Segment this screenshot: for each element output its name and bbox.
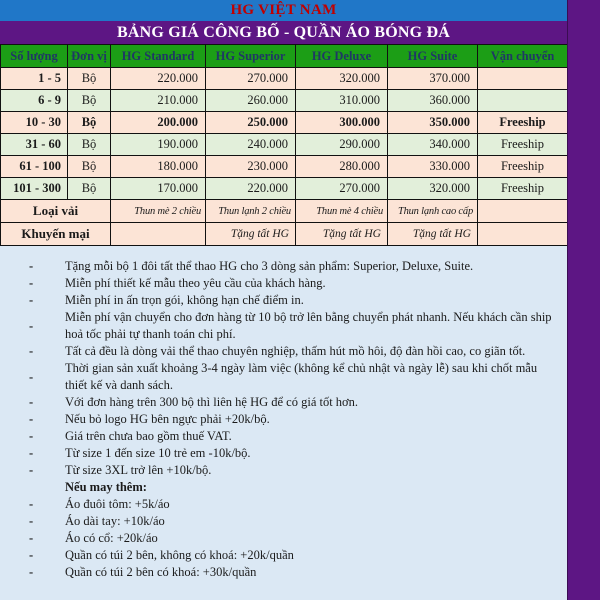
qty-cell: 61 - 100 bbox=[1, 156, 68, 178]
price-cell: 370.000 bbox=[388, 68, 478, 90]
note-item bbox=[0, 462, 567, 479]
note-text: Giá trên chưa bao gồm thuế VAT. bbox=[65, 429, 232, 443]
note-text: Từ size 3XL trở lên +10k/bộ. bbox=[65, 463, 212, 477]
header-hg-deluxe: HG Deluxe bbox=[296, 45, 388, 68]
bullet-dash: - bbox=[29, 344, 34, 358]
notes-subheading: Nếu may thêm: bbox=[65, 480, 147, 494]
price-cell: 250.000 bbox=[206, 112, 296, 134]
price-cell: 270.000 bbox=[206, 68, 296, 90]
price-cell: 320.000 bbox=[388, 178, 478, 200]
note-item bbox=[0, 428, 567, 445]
price-cell: 280.000 bbox=[296, 156, 388, 178]
header-unit: Đơn vị bbox=[68, 45, 111, 68]
bullet-dash: - bbox=[29, 395, 34, 409]
shipping-cell: Freeship bbox=[478, 134, 568, 156]
qty-cell: 1 - 5 bbox=[1, 68, 68, 90]
note-text: Nếu bỏ logo HG bên ngực phải +20k/bộ. bbox=[65, 412, 270, 426]
note-item bbox=[0, 292, 567, 309]
price-cell: 230.000 bbox=[206, 156, 296, 178]
note-text: Quần có túi 2 bên có khoá: +30k/quần bbox=[65, 565, 257, 579]
bullet-dash: - bbox=[29, 318, 34, 333]
fabric-cell: Thun lạnh cao cấp bbox=[388, 200, 478, 223]
note-item bbox=[0, 394, 567, 411]
note-text: Thời gian sản xuất khoảng 3-4 ngày làm việc (không kể chủ nhật và ngày lễ) sau khi chốt mẫu thiết kế và danh sách. bbox=[65, 361, 538, 392]
qty-cell: 6 - 9 bbox=[1, 90, 68, 112]
promo-cell: Tặng tất HG bbox=[388, 223, 478, 246]
right-border-strip bbox=[567, 0, 600, 600]
bullet-dash: - bbox=[29, 514, 34, 528]
bullet-dash: - bbox=[29, 531, 34, 545]
promo-cell: Tặng tất HG bbox=[206, 223, 296, 246]
header-qty: Số lượng bbox=[1, 45, 68, 68]
note-item bbox=[0, 564, 567, 581]
company-name: HG VIỆT NAM bbox=[230, 2, 337, 18]
price-cell: 360.000 bbox=[388, 90, 478, 112]
fabric-cell: Thun mè 2 chiều bbox=[111, 200, 206, 223]
note-text: Áo dài tay: +10k/áo bbox=[65, 514, 165, 528]
qty-cell: 101 - 300 bbox=[1, 178, 68, 200]
bullet-dash: - bbox=[29, 497, 34, 511]
note-text: Với đơn hàng trên 300 bộ thì liên hệ HG để có giá tốt hơn. bbox=[65, 395, 359, 409]
note-text: Miễn phí thiết kế mẫu theo yêu cầu của khách hàng. bbox=[65, 276, 326, 290]
note-item bbox=[0, 275, 567, 292]
fabric-label: Loại vải bbox=[1, 200, 111, 223]
title-bar bbox=[0, 21, 567, 44]
shipping-cell bbox=[478, 90, 568, 112]
header-hg-standard: HG Standard bbox=[111, 45, 206, 68]
bullet-dash: - bbox=[29, 565, 34, 579]
unit-cell: Bộ bbox=[68, 90, 111, 112]
bullet-dash: - bbox=[29, 446, 34, 460]
unit-cell: Bộ bbox=[68, 112, 111, 134]
bullet-dash: - bbox=[29, 293, 34, 307]
note-text: Tất cả đều là dòng vải thể thao chuyên nghiệp, thấm hút mồ hôi, độ đàn hồi cao, co giãn tốt. bbox=[65, 344, 526, 358]
price-cell: 180.000 bbox=[111, 156, 206, 178]
header-shipping: Vận chuyển bbox=[478, 45, 568, 68]
unit-cell: Bộ bbox=[68, 134, 111, 156]
price-cell: 350.000 bbox=[388, 112, 478, 134]
note-text: Tặng mỗi bộ 1 đôi tất thể thao HG cho 3 dòng sản phẩm: Superior, Deluxe, Suite. bbox=[65, 259, 474, 273]
note-item bbox=[0, 513, 567, 530]
unit-cell: Bộ bbox=[68, 68, 111, 90]
unit-cell: Bộ bbox=[68, 156, 111, 178]
price-cell: 200.000 bbox=[111, 112, 206, 134]
promo-label: Khuyến mại bbox=[1, 223, 111, 246]
note-text: Quần có túi 2 bên, không có khoá: +20k/quần bbox=[65, 548, 294, 562]
shipping-cell bbox=[478, 223, 568, 246]
price-cell: 270.000 bbox=[296, 178, 388, 200]
header-hg-suite: HG Suite bbox=[388, 45, 478, 68]
price-cell: 340.000 bbox=[388, 134, 478, 156]
note-text: Áo có cổ: +20k/áo bbox=[65, 531, 158, 545]
promo-cell bbox=[111, 223, 206, 246]
note-item bbox=[0, 496, 567, 513]
page-title: BẢNG GIÁ CÔNG BỐ - QUẦN ÁO BÓNG ĐÁ bbox=[116, 23, 451, 41]
price-cell: 320.000 bbox=[296, 68, 388, 90]
note-text: Miễn phí vận chuyển cho đơn hàng từ 10 bộ trở lên bằng chuyển phát nhanh. Nếu khách cần ship hoả tốc phải tự thanh toán chi phí. bbox=[65, 310, 552, 341]
price-cell: 240.000 bbox=[206, 134, 296, 156]
fabric-cell: Thun lạnh 2 chiều bbox=[206, 200, 296, 223]
table-row bbox=[1, 112, 568, 134]
price-cell: 220.000 bbox=[111, 68, 206, 90]
note-item bbox=[0, 445, 567, 462]
shipping-cell: Freeship bbox=[478, 156, 568, 178]
shipping-cell bbox=[478, 68, 568, 90]
price-cell: 290.000 bbox=[296, 134, 388, 156]
note-text: Miễn phí in ấn trọn gói, không hạn chế điểm in. bbox=[65, 293, 304, 307]
price-cell: 260.000 bbox=[206, 90, 296, 112]
price-cell: 170.000 bbox=[111, 178, 206, 200]
note-text: Từ size 1 đến size 10 trẻ em -10k/bộ. bbox=[65, 446, 251, 460]
note-item bbox=[0, 530, 567, 547]
fabric-row bbox=[1, 200, 568, 223]
table-row bbox=[1, 68, 568, 90]
price-cell: 330.000 bbox=[388, 156, 478, 178]
unit-cell: Bộ bbox=[68, 178, 111, 200]
note-item bbox=[0, 547, 567, 564]
company-bar bbox=[0, 0, 567, 21]
price-cell: 310.000 bbox=[296, 90, 388, 112]
price-table bbox=[0, 44, 568, 246]
price-cell: 300.000 bbox=[296, 112, 388, 134]
promo-cell: Tặng tất HG bbox=[296, 223, 388, 246]
price-cell: 210.000 bbox=[111, 90, 206, 112]
table-row bbox=[1, 178, 568, 200]
shipping-cell: Freeship bbox=[478, 178, 568, 200]
table-row bbox=[1, 134, 568, 156]
note-item bbox=[0, 360, 567, 394]
table-row bbox=[1, 90, 568, 112]
note-item bbox=[0, 258, 567, 275]
note-text: Áo đuôi tôm: +5k/áo bbox=[65, 497, 170, 511]
bullet-dash: - bbox=[29, 548, 34, 562]
promo-row bbox=[1, 223, 568, 246]
table-row bbox=[1, 156, 568, 178]
note-item bbox=[0, 343, 567, 360]
bullet-dash: - bbox=[29, 429, 34, 443]
price-cell: 220.000 bbox=[206, 178, 296, 200]
bullet-dash: - bbox=[29, 463, 34, 477]
bullet-dash: - bbox=[29, 276, 34, 290]
note-item bbox=[0, 309, 567, 343]
bullet-dash: - bbox=[29, 259, 34, 273]
shipping-cell bbox=[478, 200, 568, 223]
table-header-row bbox=[1, 45, 568, 68]
shipping-cell: Freeship bbox=[478, 112, 568, 134]
bullet-dash: - bbox=[29, 369, 34, 384]
price-cell: 190.000 bbox=[111, 134, 206, 156]
bullet-dash: - bbox=[29, 412, 34, 426]
qty-cell: 10 - 30 bbox=[1, 112, 68, 134]
header-hg-superior: HG Superior bbox=[206, 45, 296, 68]
note-item bbox=[0, 411, 567, 428]
qty-cell: 31 - 60 bbox=[1, 134, 68, 156]
fabric-cell: Thun mè 4 chiều bbox=[296, 200, 388, 223]
notes-section bbox=[0, 246, 567, 600]
